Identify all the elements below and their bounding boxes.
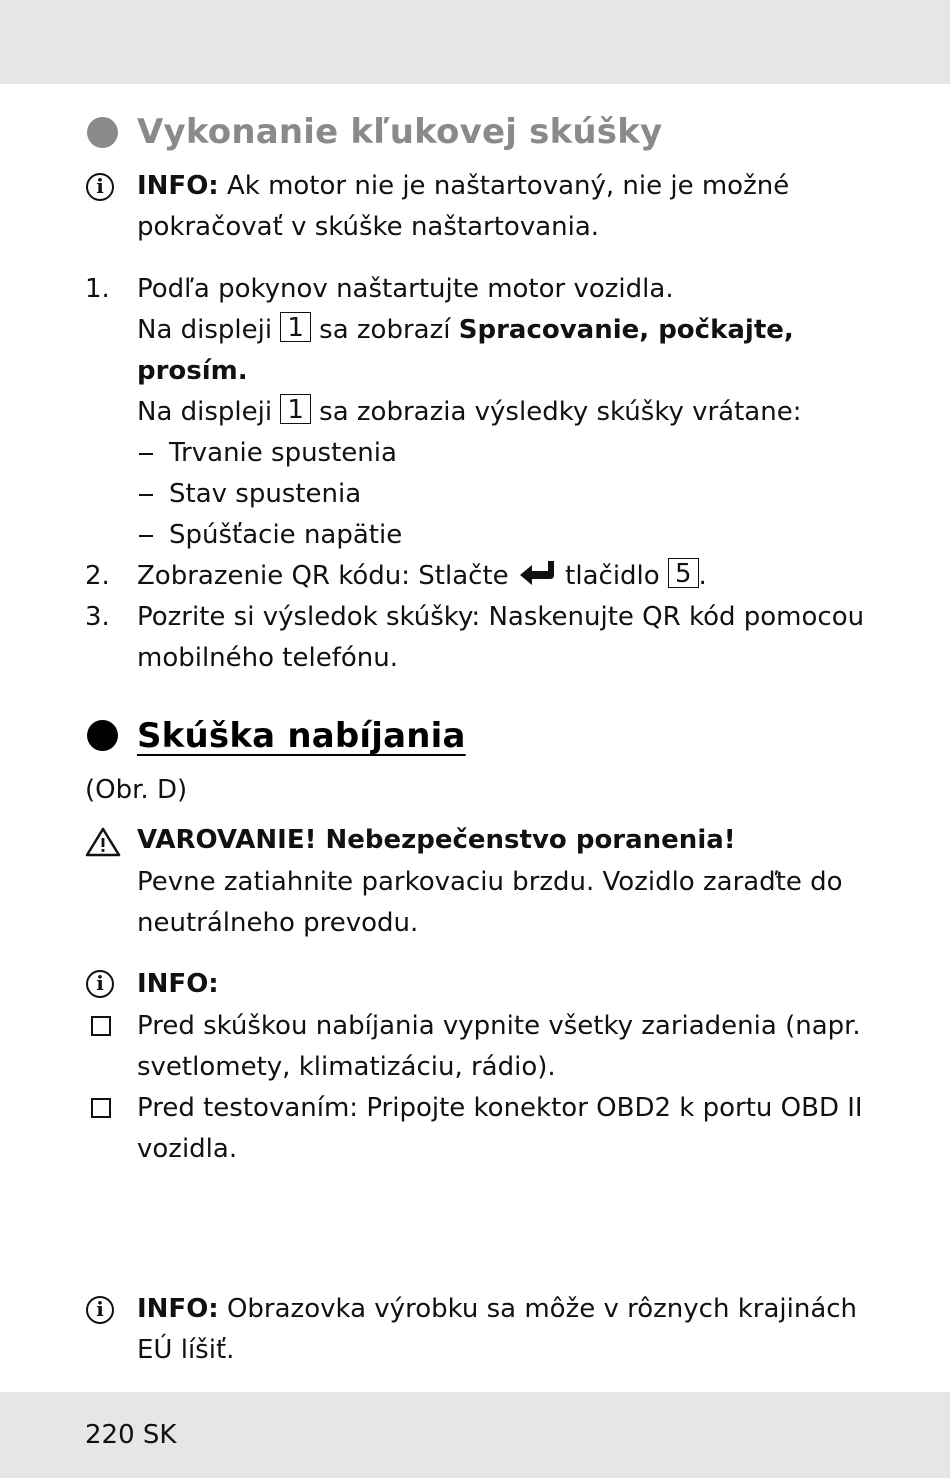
- info-label: INFO:: [137, 171, 219, 201]
- info-icon: i: [86, 173, 114, 201]
- display-ref-box: 1: [280, 394, 311, 424]
- step-1-line1: Podľa pokynov naštartujte motor vozidla.: [137, 274, 674, 304]
- warning-title: VAROVANIE! Nebezpečenstvo poranenia!: [137, 825, 736, 855]
- step-3-line2: mobilného telefónu.: [137, 643, 399, 673]
- sub-item: Stav spustenia: [169, 479, 362, 509]
- step-number: 2.: [85, 561, 110, 591]
- status-message: Spracovanie, počkajte,: [458, 315, 794, 345]
- info-text: Obrazovka výrobku sa môže v rôznych krajinách: [218, 1294, 858, 1324]
- dash-icon: [139, 494, 153, 496]
- enter-key-icon: [517, 558, 557, 601]
- info-text-line2: pokračovať v skúške naštartovania.: [137, 212, 600, 242]
- checkbox-icon: [91, 1016, 111, 1036]
- sub-item: Spúšťacie napätie: [169, 520, 403, 550]
- checklist-item-1-line1: Pred skúškou nabíjania vypnite všetky zariadenia (napr.: [137, 1011, 861, 1041]
- step-2-text: [137, 556, 707, 601]
- status-message-end: prosím.: [137, 356, 248, 386]
- text: sa zobrazí: [310, 315, 459, 345]
- section-bullet-icon: [87, 117, 118, 148]
- checkbox-icon: [91, 1098, 111, 1118]
- info-text: Ak motor nie je naštartovaný, nie je možné: [218, 171, 790, 201]
- warning-triangle-icon: [84, 826, 122, 862]
- warning-text-line2: neutrálneho prevodu.: [137, 908, 419, 938]
- page-number: 220 SK: [85, 1420, 177, 1450]
- step-1-line2: [137, 310, 794, 351]
- top-band: [0, 0, 950, 84]
- checklist-item-1-line2: svetlomety, klimatizáciu, rádio).: [137, 1052, 556, 1082]
- text: .: [698, 561, 707, 591]
- checklist-item-2-line2: vozidla.: [137, 1134, 238, 1164]
- display-ref-box: 1: [280, 312, 311, 342]
- section-bullet-icon: [87, 720, 118, 751]
- step-number: 1.: [85, 274, 110, 304]
- figure-reference: (Obr. D): [85, 775, 188, 805]
- step-1-line3: [137, 351, 248, 392]
- checklist-item-2-line1: Pred testovaním: Pripojte konektor OBD2 k portu OBD II: [137, 1093, 863, 1123]
- footer-info-line2: EÚ líšiť.: [137, 1335, 235, 1365]
- section-title-crank-test: Vykonanie kľukovej skúšky: [137, 112, 663, 152]
- footer-info-paragraph: [137, 1289, 857, 1330]
- info-label: INFO:: [137, 969, 219, 999]
- dash-icon: [139, 535, 153, 537]
- dash-icon: [139, 453, 153, 455]
- text: Zobrazenie QR kódu: Stlačte: [137, 561, 517, 591]
- info-icon: i: [86, 1296, 114, 1324]
- sub-item: Trvanie spustenia: [169, 438, 397, 468]
- info-icon: i: [86, 970, 114, 998]
- button-ref-box: 5: [668, 558, 699, 588]
- warning-text-line1: Pevne zatiahnite parkovaciu brzdu. Vozidlo zaraďte do: [137, 867, 843, 897]
- text: tlačidlo: [556, 561, 668, 591]
- step-3-line1: Pozrite si výsledok skúšky: Naskenujte QR kód pomocou: [137, 602, 865, 632]
- text: Na displeji: [137, 397, 281, 427]
- info-paragraph: [137, 166, 789, 207]
- info-label: INFO:: [137, 1294, 219, 1324]
- text: sa zobrazia výsledky skúšky vrátane:: [310, 397, 802, 427]
- section-title-charging-test: Skúška nabíjania: [137, 716, 466, 756]
- step-number: 3.: [85, 602, 110, 632]
- step-1-line4: [137, 392, 801, 433]
- text: Na displeji: [137, 315, 281, 345]
